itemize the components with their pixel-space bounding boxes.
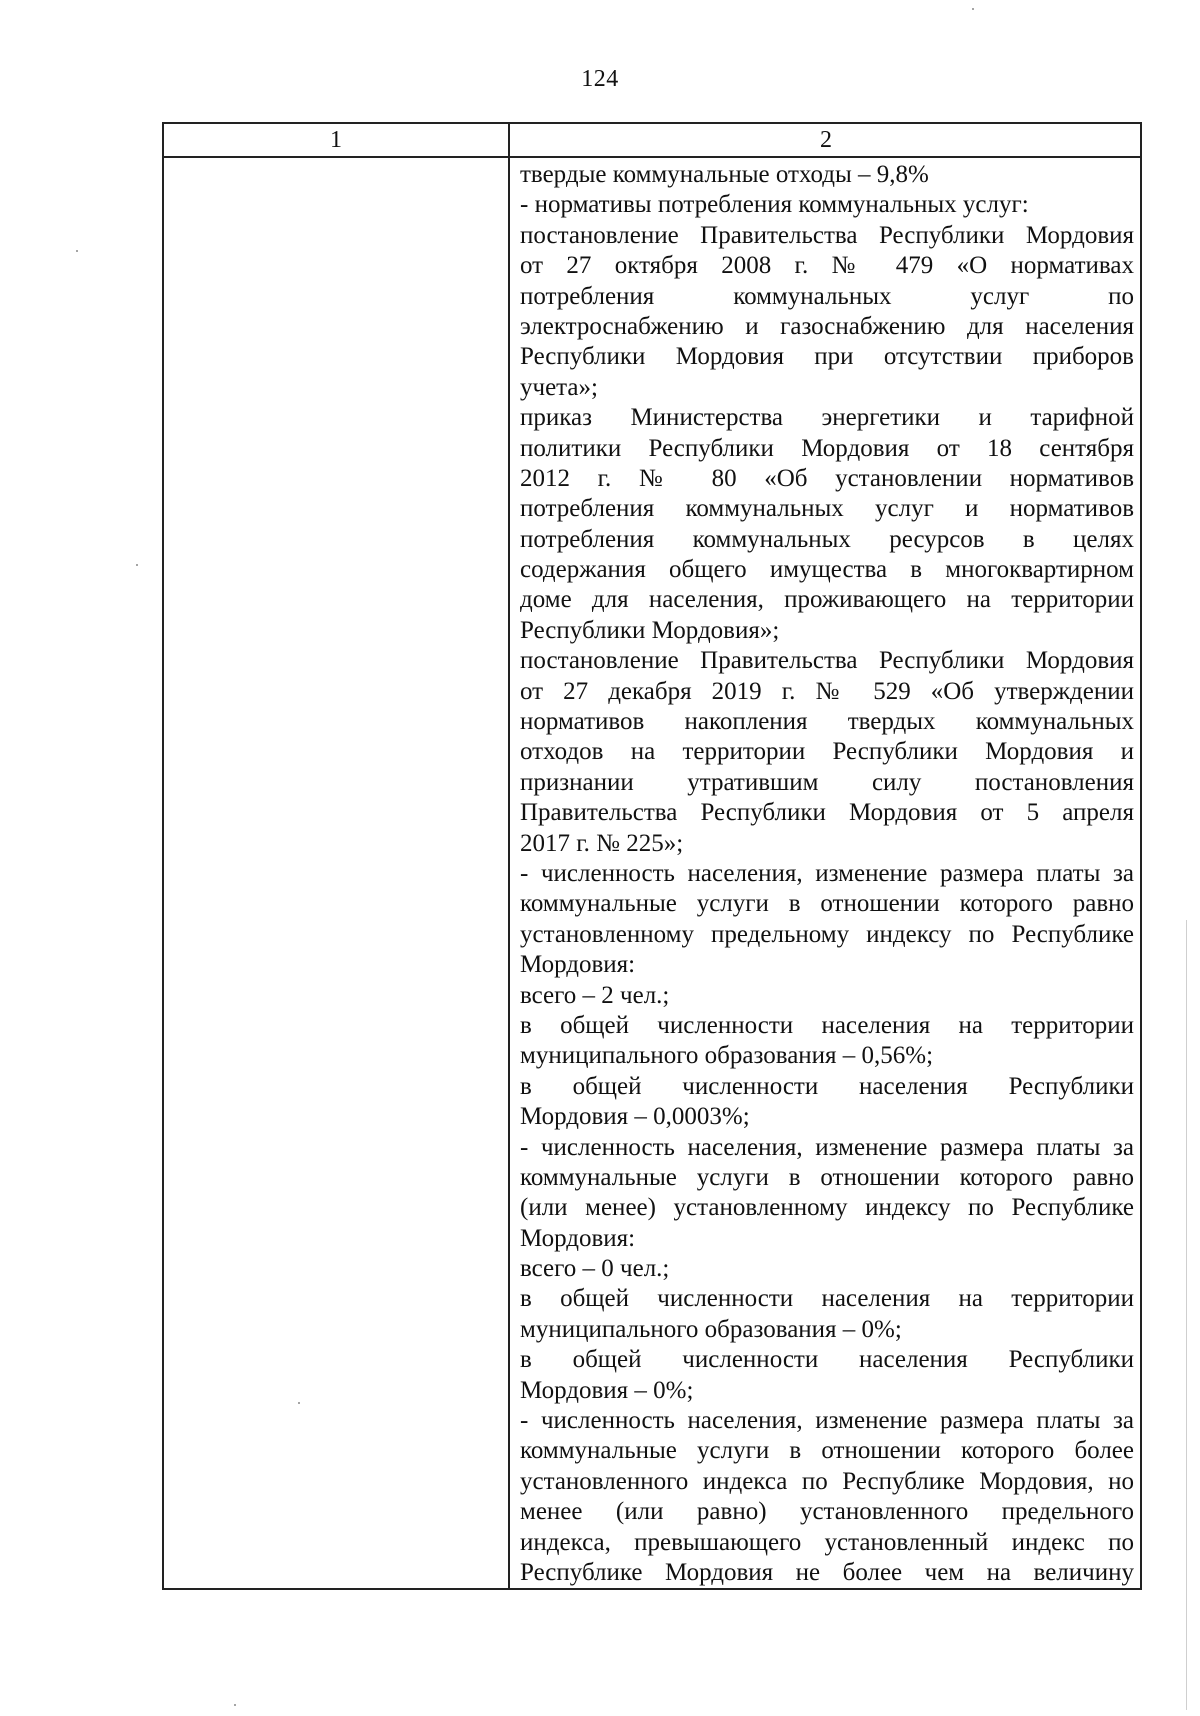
- text-line: содержания общего имущества в многоквартирном: [520, 556, 1134, 584]
- text-line: коммунальные услуги в отношении которого более: [520, 1437, 1134, 1465]
- text-line: приказ Министерства энергетики и тарифной: [520, 404, 1134, 432]
- text-line: твердые коммунальные отходы – 9,8%: [520, 161, 929, 188]
- text-line: Правительства Республики Мордовия от 5 апреля: [520, 799, 1134, 827]
- scan-speck: [76, 250, 78, 252]
- text-line: всего – 2 чел.;: [520, 981, 670, 1009]
- text-line: менее (или равно) установленного предельного: [520, 1498, 1134, 1526]
- text-line: постановление Правительства Республики Мордовия: [520, 647, 1134, 675]
- column2-cell: [520, 160, 1134, 1588]
- text-line: Республики Мордовия»;: [520, 616, 780, 644]
- text-line: учета»;: [520, 373, 598, 401]
- text-line: 2017 г. № 225»;: [520, 829, 684, 857]
- text-line: нормативов накопления твердых коммунальных: [520, 708, 1134, 736]
- text-line: в общей численности населения Республики: [520, 1346, 1134, 1374]
- text-line: - численность населения, изменение размера платы за: [520, 859, 1134, 887]
- text-line: политики Республики Мордовия от 18 сентября: [520, 434, 1134, 462]
- text-line: признании утратившим силу постановления: [520, 768, 1134, 796]
- scan-speck: [234, 1704, 236, 1706]
- text-line: в общей численности населения на территории: [520, 1285, 1134, 1313]
- text-line: коммунальные услуги в отношении которого равно: [520, 1163, 1134, 1191]
- text-line: - численность населения, изменение размера платы за: [520, 1407, 1134, 1435]
- text-line: Мордовия – 0%;: [520, 1376, 694, 1404]
- column-divider: [508, 124, 510, 1588]
- header-cell-col1: 1: [330, 127, 342, 153]
- text-line: электроснабжению и газоснабжению для населения: [520, 312, 1134, 340]
- text-line: в общей численности населения Республики: [520, 1072, 1134, 1100]
- text-line: Мордовия:: [520, 1224, 636, 1252]
- text-line: установленного индекса по Республике Мордовия, но: [520, 1467, 1134, 1495]
- text-line: коммунальные услуги в отношении которого равно: [520, 890, 1134, 918]
- text-line: муниципального образования – 0,56%;: [520, 1042, 934, 1070]
- text-line: Мордовия:: [520, 951, 636, 979]
- scan-edge-line: [1186, 920, 1187, 1710]
- text-line: 2012 г. № 80 «Об установлении нормативов: [520, 464, 1134, 492]
- text-line: - нормативы потребления коммунальных услуг:: [520, 191, 1029, 219]
- text-line: установленному предельному индексу по Республике: [520, 920, 1134, 948]
- page-number: 124: [581, 66, 619, 92]
- text-line: всего – 0 чел.;: [520, 1255, 670, 1283]
- text-line: Мордовия – 0,0003%;: [520, 1103, 750, 1131]
- text-line: в общей численности населения на территории: [520, 1011, 1134, 1039]
- text-line: - численность населения, изменение размера платы за: [520, 1133, 1134, 1161]
- scan-speck: [136, 564, 138, 566]
- text-line: муниципального образования – 0%;: [520, 1315, 902, 1343]
- text-line: Республики Мордовия при отсутствии приборов: [520, 343, 1134, 371]
- header-cell-col2: 2: [820, 127, 832, 153]
- text-line: доме для населения, проживающего на территории: [520, 586, 1134, 614]
- table-header-row: [164, 124, 1140, 158]
- text-line: отходов на территории Республики Мордовия и: [520, 738, 1134, 766]
- scan-speck: [298, 1402, 300, 1404]
- text-line: постановление Правительства Республики Мордовия: [520, 221, 1134, 249]
- text-line: от 27 октября 2008 г. № 479 «О нормативах: [520, 252, 1134, 280]
- text-line: потребления коммунальных услуг и нормативов: [520, 495, 1134, 523]
- text-line: потребления коммунальных ресурсов в целях: [520, 525, 1134, 553]
- text-line: индекса, превышающего установленный индекс по: [520, 1528, 1134, 1556]
- text-line: (или менее) установленному индексу по Республике: [520, 1194, 1134, 1222]
- text-line: Республике Мордовия не более чем на величину: [520, 1558, 1134, 1586]
- text-line: потребления коммунальных услуг по: [520, 282, 1134, 310]
- document-table: [162, 122, 1142, 1590]
- scan-speck: [972, 8, 974, 10]
- text-line: от 27 декабря 2019 г. № 529 «Об утверждении: [520, 677, 1134, 705]
